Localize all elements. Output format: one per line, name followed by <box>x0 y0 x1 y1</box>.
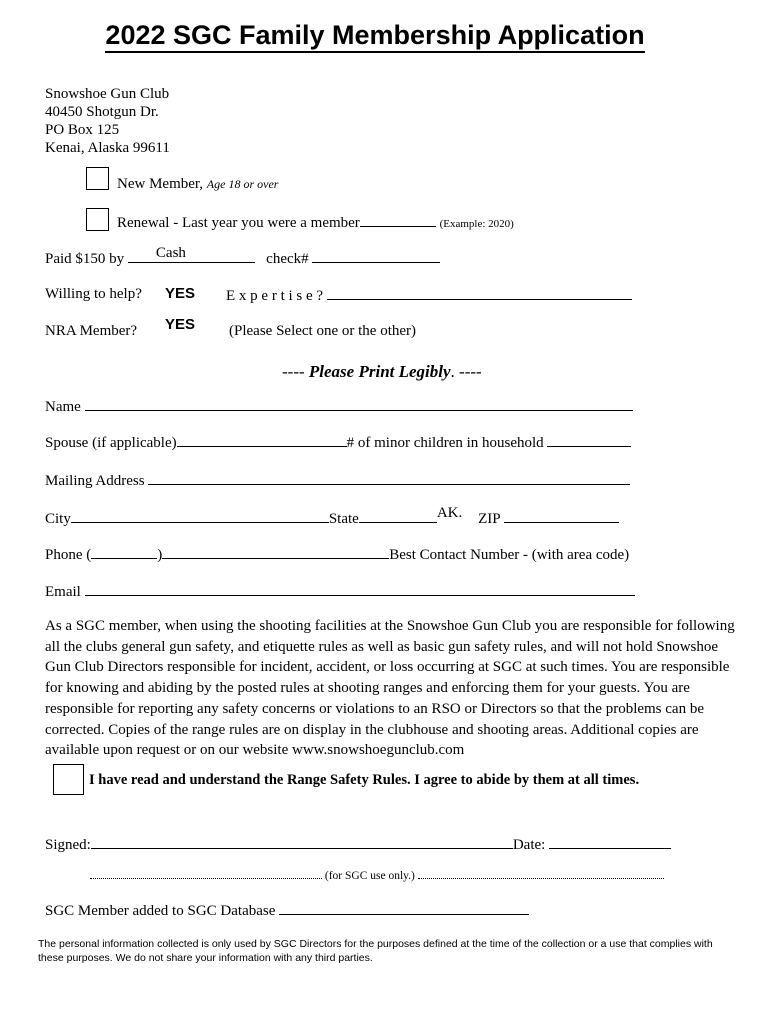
state-value: AK. <box>436 505 463 521</box>
new-member-label: New Member, <box>117 176 204 192</box>
expertise-label: E x p e r t i s e ? <box>226 288 324 304</box>
payment-method-value: Cash <box>155 245 186 261</box>
database-field[interactable] <box>279 900 529 915</box>
expertise-row <box>226 285 632 305</box>
city-field[interactable] <box>71 508 329 523</box>
signature-row <box>45 834 671 854</box>
renewal-example: (Example: 2020) <box>439 218 514 230</box>
email-row <box>45 581 635 601</box>
email-field[interactable] <box>85 581 635 596</box>
date-field[interactable] <box>549 834 671 849</box>
nra-member-label: NRA Member? <box>45 323 138 339</box>
office-use-label: (for SGC use only.) <box>324 870 415 882</box>
city-label: City <box>45 511 71 527</box>
page-title: 2022 SGC Family Membership Application <box>0 20 750 51</box>
select-one-note: (Please Select one or the other) <box>229 323 417 339</box>
print-legibly-prefix: ---- <box>282 362 309 381</box>
payment-row <box>45 245 440 268</box>
privacy-note: The personal information collected is only used by SGC Directors for the purposes defined at the time of the collection or a use that complies with these purposes. We do not share your information with any third parties. <box>38 938 713 964</box>
payment-label: Paid $150 by <box>45 251 125 267</box>
zip-label: ZIP <box>478 511 501 527</box>
agree-checkbox[interactable] <box>53 764 84 795</box>
state-label: State <box>328 511 359 527</box>
spouse-row <box>45 432 631 452</box>
name-row <box>45 396 633 416</box>
mailing-address-label: Mailing Address <box>45 473 145 489</box>
mailing-row <box>45 470 630 490</box>
phone-row <box>45 544 629 564</box>
signed-label: Signed: <box>45 837 91 853</box>
age-requirement-note: Age 18 or over <box>206 177 279 191</box>
name-label: Name <box>45 399 81 415</box>
spouse-label: Spouse (if applicable) <box>45 435 177 451</box>
new-member-option <box>117 176 278 193</box>
phone-label: Phone ( <box>45 547 92 563</box>
minor-children-label: # of minor children in household <box>346 435 544 451</box>
renewal-label: Renewal - Last year you were a member <box>117 215 360 231</box>
payment-method-field[interactable] <box>128 245 255 263</box>
agreement-paragraph: As a SGC member, when using the shooting facilities at the Snowshoe Gun Club you are responsible for following all the clubs general gun safety, and etiquette rules as well as basic gun safety rules, and will not hold Snowshoe Gun Club Directors responsible for incident, accident, or loss occurring at SGC at such times. You are responsible for knowing and abiding by the posted rules at shooting ranges and enforcing them for your guests. You are responsible for reporting any safety concerns or violations to an RSO or Directors so that the problems can be corrected. Copies of the range rules are on display in the clubhouse and shooting areas. Additional copies are available upon request or on our website www.snowshoegunclub.com <box>45 618 735 759</box>
office-use-dots-right <box>418 868 664 879</box>
expertise-field[interactable] <box>327 285 632 300</box>
email-label: Email <box>45 584 81 600</box>
signature-field[interactable] <box>91 834 513 849</box>
city-state-zip: Kenai, Alaska 99611 <box>45 140 170 156</box>
renewal-year-field[interactable] <box>360 212 436 227</box>
office-use-row <box>90 868 664 882</box>
area-code-field[interactable] <box>91 544 157 559</box>
name-field[interactable] <box>85 396 633 411</box>
check-number-field[interactable] <box>312 248 440 263</box>
office-use-dots-left <box>90 868 322 879</box>
new-member-checkbox[interactable] <box>86 167 109 190</box>
willing-to-help-label: Willing to help? <box>45 286 142 302</box>
print-legibly-emphasis: Please Print Legibly <box>308 362 451 381</box>
mailing-address-field[interactable] <box>148 470 630 485</box>
best-contact-label: Best Contact Number - (with area code) <box>389 547 630 563</box>
po-box: PO Box 125 <box>45 122 120 138</box>
database-label: SGC Member added to SGC Database <box>45 903 276 919</box>
check-number-label: check# <box>266 251 309 267</box>
database-row <box>45 900 529 920</box>
phone-paren-close: ) <box>157 547 163 563</box>
print-legibly-notice <box>282 362 482 382</box>
street-address: 40450 Shotgun Dr. <box>45 104 159 120</box>
print-legibly-suffix: . ---- <box>450 362 482 381</box>
state-field[interactable] <box>359 505 463 523</box>
zip-field[interactable] <box>504 508 619 523</box>
agree-statement: I have read and understand the Range Safety Rules. I agree to abide by them at all times. <box>89 772 640 788</box>
city-state-zip-row <box>45 505 619 528</box>
minor-children-field[interactable] <box>547 432 631 447</box>
willing-to-help-value[interactable]: YES <box>165 285 196 302</box>
spouse-field[interactable] <box>177 432 347 447</box>
renewal-option <box>117 212 514 232</box>
club-name: Snowshoe Gun Club <box>45 86 170 102</box>
nra-member-value[interactable]: YES <box>165 316 196 333</box>
phone-number-field[interactable] <box>162 544 389 559</box>
date-label: Date: <box>512 837 546 853</box>
renewal-checkbox[interactable] <box>86 208 109 231</box>
